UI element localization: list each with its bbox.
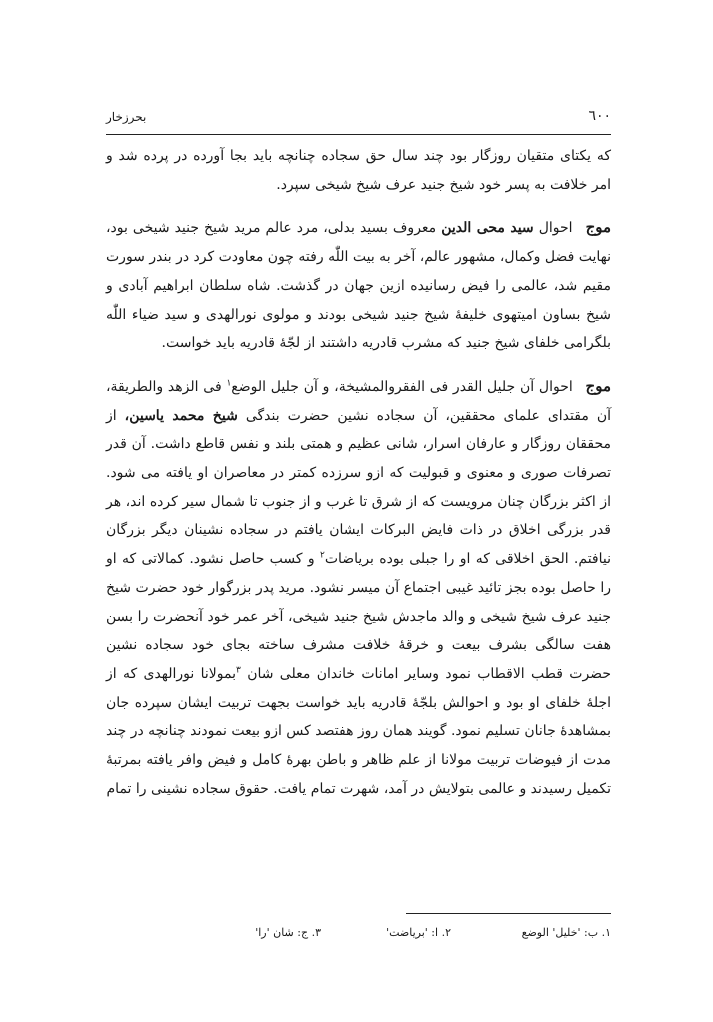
paragraph-1: که یکتای متقیان روزگار بود چند سال حق سجاده چنانچه باید بجا آورده در پرده شد و امر خلافت به پسر خود شیخ جنید عرف شیخ شیخی سپرد. [106,148,611,193]
paragraph-3 [106,372,611,804]
footnote-2: ٢. ا: 'برياضت' [386,926,451,939]
footnote-1: ١. ب: 'خلیل' الوضع [521,926,611,939]
page-number: ٦٠٠ [588,108,611,124]
paragraph-text: از محققان روزگار و عارفان اسرار، شانی عظیم و همتی بلند و نفس قاطع داشت. آن قدر تصرفات صوری و معنوی و قبولیت که ازو سرزده کمتر در معاصران او یافته می شود. از اکثر بزرگان چنان مرویست که از شرق تا غرب و از جنوب تا شمال سیر کرده اند، هر قدر بزرگی اخلاق در ذات فایض البرکات ایشان یافتم در سجاده نشینان دیگر بزرگان نیافتم. الحق اخلاقی که او را جبلی بوده برياضات [106,407,611,568]
running-title: بحرزخار [106,110,147,124]
paragraph-text: و کسب حاصل نشود. کمالاتی که او را حاصل بوده بجز تائید غیبی اجتماع آن میسر نشود. مرید پدر بزرگوار خود حضرت شیخ جنید عرف شیخ شیخی و والد ماجدش شیخ جنید شیخی، آخر عمر خود آنحضرت را بسن هفت سالگی بشرف بیعت و خرقهٔ خلافت مشرف ساخته بجای خود سجاده نشین حضرت قطب الاقطاب نمود وسایر امانات خاندان معلی شان [106,551,611,682]
footnote-divider [406,913,611,914]
footnote-ref-3: ٣ [236,665,241,676]
paragraph-text: فی الزهد والطریقة، آن مقتدای علمای محققین، آن سجاده نشین حضرت بندگی [106,378,612,424]
section-keyword: موج [585,218,612,237]
header-divider [106,134,611,135]
page-header [106,108,611,128]
section-keyword: موج [585,376,611,395]
paragraph-lead: احوال [538,220,573,237]
person-name: شیخ محمد یاسین، [124,407,238,424]
footnote-ref-1: ١ [226,378,232,389]
main-text [106,142,611,803]
footnote-ref-2: ٢ [319,550,325,561]
paragraph-text: احوال آن جلیل القدر فی الفقروالمشیخة، و آن جلیل الوضع [231,378,573,395]
paragraph-text: بمولانا نورالهدی که از اجلهٔ خلفای او بود و احوالش بلجّهٔ قادریه باید خواست بجهت تربیت ایشان سپرده جان بمشاهدهٔ جانان تسلیم نمود. گویند همان روز هفتصد کس ازو بیعت نمودند چنانچه در چند مدت از فیوضات تربیت مولانا از علم ظاهر و باطن بهرهٔ کامل و فیض وافر یافته بمرتبهٔ تکمیل رسیدند و عالمی بتولایش در آمد، شهرت تمام یافت. حقوق سجاده نشینی را تمام [106,665,611,797]
footnote-3: ٣. ج: شان 'را' [255,926,321,939]
paragraph-2 [106,213,611,358]
person-name: سید محی الدین [441,220,534,237]
paragraph-text: معروف بسید بدلی، مرد عالم مرید شیخ جنید شیخی بود، نهایت فضل وکمال، مشهور عالم، آخر به بیت اللّٰه رفته چون معاودت کرد در بندر سورت مقیم شد، عالمی را فیض رسانیده ازین جهان در گذشت. شاه سلطان ابراهیم آبادی و شیخ بساون امیتهوی خلیفهٔ شیخ جنید شیخی بودند و مولوی نورالهدی و سید ضیاء اللّٰه بلگرامی خلفای شیخ جنید که مشرب قادریه داشتند از لجّهٔ قادریه باید خواست. [106,220,611,352]
